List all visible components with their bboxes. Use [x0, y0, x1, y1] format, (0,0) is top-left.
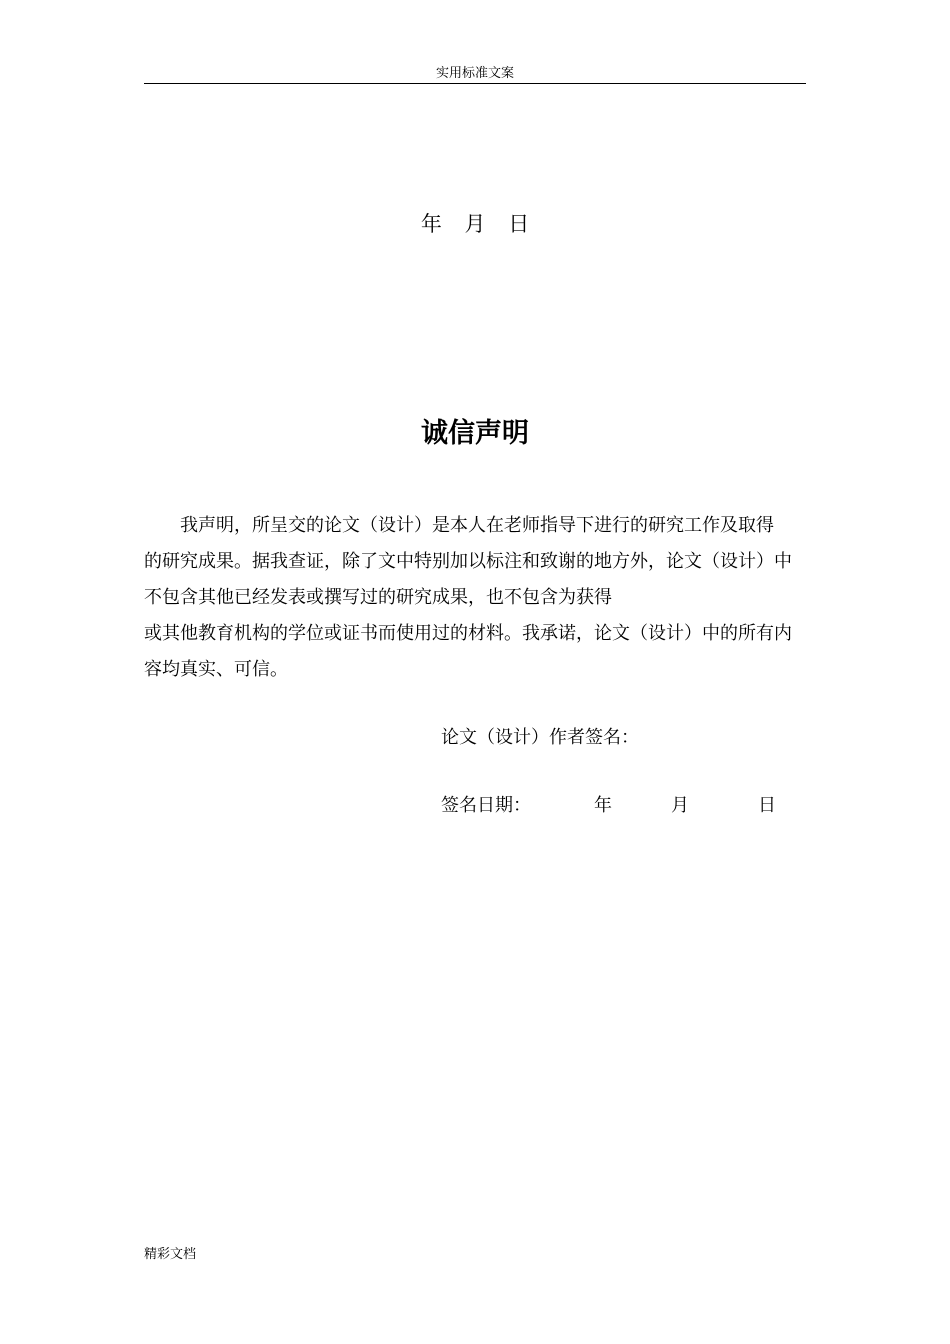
- page-footer: 精彩文档: [144, 1247, 197, 1262]
- body-line: 我声明，所呈交的论文（设计）是本人在老师指导下进行的研究工作及取得: [180, 515, 774, 536]
- body-line: 不包含其他已经发表或撰写过的研究成果，也不包含为获得: [144, 587, 612, 608]
- author-signature-label: 论文（设计）作者签名：: [441, 727, 639, 748]
- declaration-body: [144, 508, 806, 688]
- body-line: 的研究成果。据我查证，除了文中特别加以标注和致谢的地方外，论文（设计）中: [144, 551, 792, 572]
- signature-date-label: 签名日期：: [441, 795, 531, 816]
- top-date-month: 月: [464, 212, 486, 236]
- top-date-year: 年: [420, 212, 442, 236]
- signature-date-day: 日: [758, 795, 776, 816]
- body-line: 或其他教育机构的学位或证书而使用过的材料。我承诺，论文（设计）中的所有内: [144, 623, 792, 644]
- top-date-day: 日: [508, 212, 530, 236]
- page-header: 实用标准文案: [435, 66, 514, 81]
- body-line: 容均真实、可信。: [144, 659, 288, 680]
- signature-date-month: 月: [671, 795, 689, 816]
- top-date-line: [0, 210, 950, 238]
- header-divider: [144, 83, 806, 84]
- signature-date-year: 年: [594, 795, 612, 816]
- page-title: 诚信声明: [421, 418, 529, 449]
